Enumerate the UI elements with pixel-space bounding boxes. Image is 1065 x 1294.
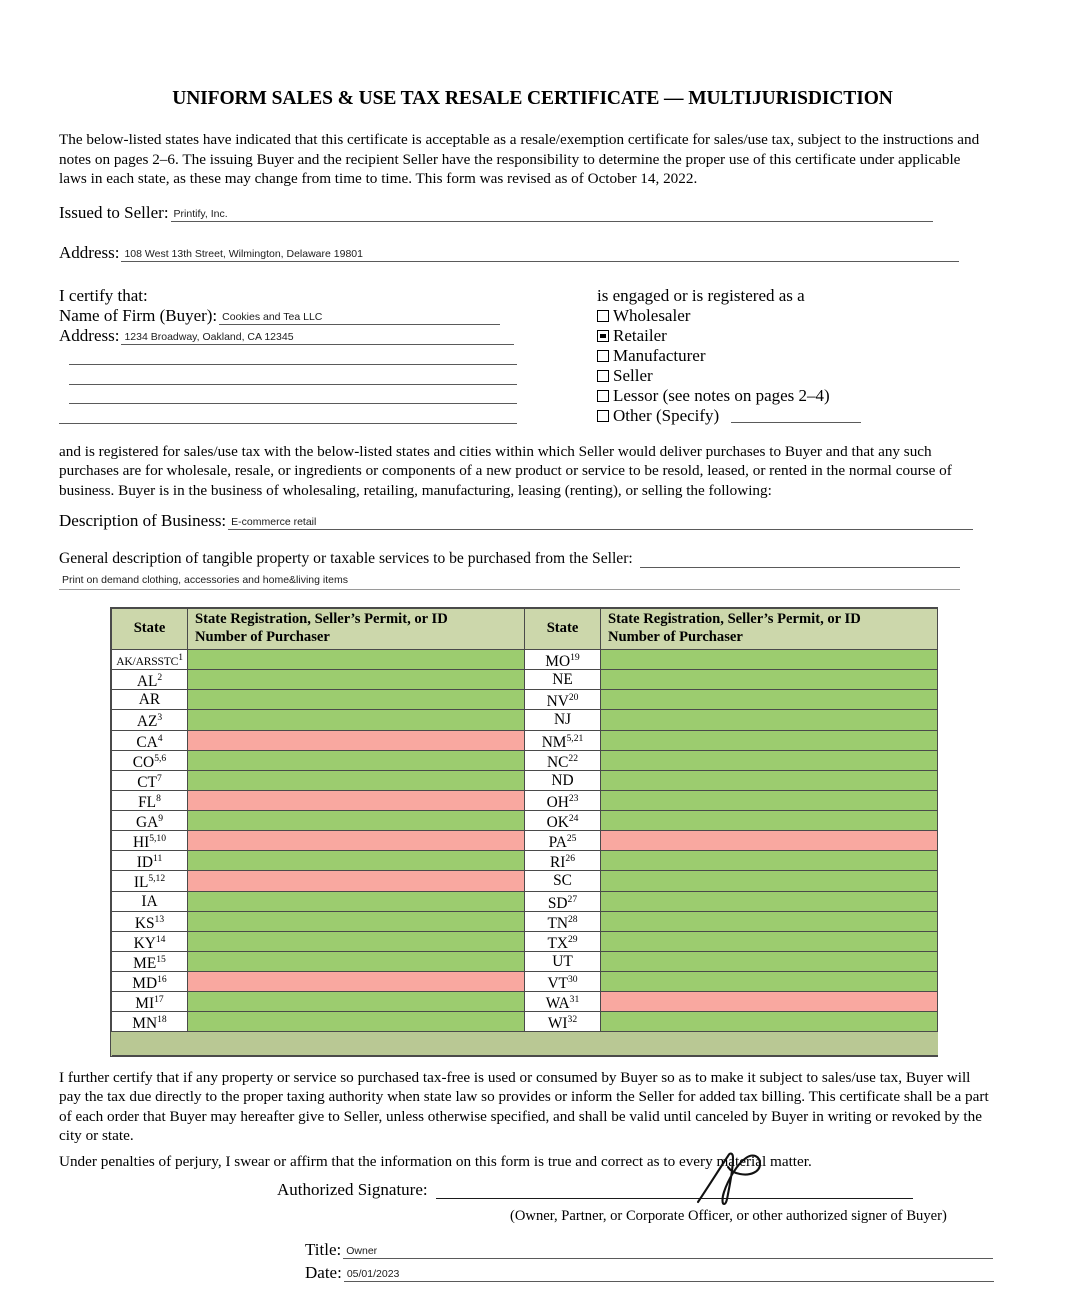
state-abbr-cell: $FL^8$: [112, 790, 188, 810]
state-footnote-ref: 8: [156, 792, 161, 804]
checkbox-manufacturer[interactable]: [597, 350, 609, 362]
issued-to-seller-label: Issued to Seller:: [59, 203, 169, 222]
table-row: [112, 690, 938, 710]
state-abbr-cell: UT: [525, 951, 601, 971]
registration-number-cell[interactable]: [188, 811, 525, 831]
state-abbr-cell: NJ: [525, 710, 601, 730]
body-paragraph-3: I further certify that if any property or service so purchased tax-free is used or consumed by Buyer so as to make it subject to sales/use tax, Buyer will pay the tax due directly to the proper taxing authority when state law so provides or inform the Seller for added tax billing. This certificate shall be a part of each order that Buyer may hereafter give to Seller, unless otherwise specified, and shall be valid until canceled by Buyer in writing or revoked by the city or state.: [59, 1069, 989, 1144]
state-footnote-ref: 5,21: [566, 732, 584, 744]
table-row: [112, 992, 938, 1012]
state-footnote-ref: 16: [157, 974, 167, 985]
description-of-business-row: [59, 511, 964, 530]
state-abbr-cell: AK/ARSSTC$^1$: [112, 650, 188, 670]
registration-number-cell[interactable]: [601, 650, 938, 670]
table-row: [112, 650, 938, 670]
state-abbr-cell: NE: [525, 670, 601, 690]
state-registration-table: [110, 607, 938, 1057]
state-abbr-cell: IL$^{5,12}$: [112, 871, 188, 891]
registration-number-cell[interactable]: [188, 891, 525, 911]
state-abbr-cell: CO$^{5,6}$: [112, 750, 188, 770]
buyer-firm-input[interactable]: [219, 306, 500, 325]
state-abbr-cell: NC$^{22}$: [525, 750, 601, 770]
state-footnote-ref: 30: [567, 974, 578, 985]
checkbox-retailer[interactable]: [597, 330, 609, 342]
registration-number-cell[interactable]: [188, 670, 525, 690]
table-row: [112, 1012, 938, 1032]
table-row: [112, 951, 938, 971]
column-header-id-right-line1: State Registration, Seller’s Permit, or ID: [608, 611, 861, 627]
description-of-business-input[interactable]: [228, 511, 973, 530]
registered-as-group: [597, 286, 861, 426]
state-footnote-ref: 19: [570, 652, 580, 663]
registration-number-cell[interactable]: [601, 770, 938, 790]
authorized-signature-input[interactable]: [436, 1180, 913, 1199]
checkbox-wholesaler[interactable]: [597, 310, 609, 322]
table-header-row: [112, 609, 938, 650]
registered-as-heading: is engaged or is registered as a: [597, 286, 805, 305]
state-abbr-cell: PA$^{25}$: [525, 831, 601, 851]
buyer-firm-label: Name of Firm (Buyer):: [59, 306, 218, 325]
buyer-firm-value: Cookies and Tea LLC: [222, 311, 323, 323]
checkbox-label-wholesaler: Wholesaler: [613, 306, 691, 325]
table-row: [112, 670, 938, 690]
date-row: [305, 1263, 994, 1282]
registration-number-cell[interactable]: [601, 891, 938, 911]
registration-number-cell[interactable]: [188, 871, 525, 891]
description-of-business-label: Description of Business:: [59, 511, 227, 530]
checkbox-label-manufacturer: Manufacturer: [613, 346, 706, 365]
table-row: [112, 750, 938, 770]
state-abbr-cell: ID$^{11}$: [112, 851, 188, 871]
state-abbr-cell: $CT^7$: [112, 770, 188, 790]
registration-number-cell[interactable]: [188, 831, 525, 851]
registration-number-cell[interactable]: [188, 972, 525, 992]
registration-number-cell[interactable]: [188, 750, 525, 770]
state-footnote-ref: 23: [568, 792, 579, 804]
table-row: [112, 911, 938, 931]
state-footnote-ref: 13: [154, 913, 165, 925]
state-abbr-cell: RI$^{26}$: [525, 851, 601, 871]
state-footnote-ref: 20: [568, 692, 579, 704]
date-label: Date:: [305, 1263, 342, 1282]
state-footnote-ref: 4: [157, 732, 163, 744]
state-abbr-cell: TN$^{28}$: [525, 911, 601, 931]
body-paragraph-2: and is registered for sales/use tax with the below-listed states and cities within which Seller would deliver purchases to Buyer and that any such purchases are for wholesale, resale, or ingredients or components of a new product or service to be resold, leased, or rented in the normal course of business. Buyer is in the business of wholesaling, retailing, manufacturing, leasing (renting), or selling the following:: [59, 443, 952, 499]
state-abbr-cell: NV$^{20}$: [525, 690, 601, 710]
state-abbr-cell: $CA^4$: [112, 730, 188, 750]
other-specify-input[interactable]: [731, 409, 861, 423]
checkbox-label-other: Other (Specify): [613, 406, 720, 425]
state-footnote-ref: 28: [567, 913, 578, 925]
table-row: [112, 730, 938, 750]
registration-number-cell[interactable]: [601, 931, 938, 951]
page-title: UNIFORM SALES & USE TAX RESALE CERTIFICATE — MULTIJURISDICTION: [172, 88, 893, 109]
checkbox-row-other[interactable]: [597, 406, 861, 426]
state-footnote-ref: 18: [157, 1014, 167, 1026]
perjury-statement: Under penalties of perjury, I swear or affirm that the information on this form is true and correct as to every material matter.: [59, 1153, 812, 1170]
seller-address-value: 108 West 13th Street, Wilmington, Delaware 19801: [124, 248, 363, 260]
state-footnote-ref: 25: [566, 833, 577, 845]
state-footnote-ref: 24: [568, 813, 579, 824]
registration-number-cell[interactable]: [188, 690, 525, 710]
state-footnote-ref: 31: [569, 994, 580, 1006]
date-input[interactable]: [344, 1263, 994, 1282]
registration-number-cell[interactable]: [188, 790, 525, 810]
state-footnote-ref: 5,6: [154, 752, 167, 764]
checkbox-row-lessor[interactable]: [597, 386, 861, 406]
state-abbr-cell: HI$^{5,10}$: [112, 831, 188, 851]
issued-to-seller-row: [59, 203, 959, 222]
checkbox-lessor[interactable]: [597, 390, 609, 402]
buyer-address-label: Address:: [59, 326, 120, 345]
checkbox-label-seller: Seller: [613, 366, 653, 385]
state-footnote-ref: 14: [155, 933, 166, 945]
column-header-id-right-line2: Number of Purchaser: [608, 628, 743, 645]
registration-number-cell[interactable]: [188, 710, 525, 730]
registration-number-cell[interactable]: [188, 931, 525, 951]
registration-number-cell[interactable]: [188, 1012, 525, 1032]
state-abbr-cell: ND: [525, 770, 601, 790]
table-row: [112, 931, 938, 951]
certify-heading: I certify that:: [59, 286, 148, 305]
checkbox-row-wholesaler[interactable]: [597, 306, 861, 326]
state-abbr-cell: IA: [112, 891, 188, 911]
table-row: [112, 972, 938, 992]
registration-number-cell[interactable]: [188, 911, 525, 931]
registration-number-cell[interactable]: [188, 730, 525, 750]
column-header-id-left-line2: Number of Purchaser: [195, 628, 330, 645]
registration-number-cell[interactable]: [188, 650, 525, 670]
buyer-address-blank-line-2[interactable]: [69, 384, 517, 385]
authorized-signature-row: [277, 1180, 913, 1199]
registration-number-cell[interactable]: [601, 951, 938, 971]
checkbox-row-seller[interactable]: [597, 366, 861, 386]
state-abbr-cell: $AZ^3$: [112, 710, 188, 730]
table-row: [112, 811, 938, 831]
registration-number-cell[interactable]: [601, 790, 938, 810]
registration-number-cell[interactable]: [188, 992, 525, 1012]
state-footnote-ref: 29: [567, 933, 578, 945]
state-abbr-cell: KY$^{14}$: [112, 931, 188, 951]
general-description-underline: [59, 589, 960, 590]
table-row: [112, 851, 938, 871]
date-value: 05/01/2023: [346, 1268, 400, 1280]
state-footnote-ref: 11: [153, 853, 163, 865]
registration-number-cell[interactable]: [188, 951, 525, 971]
seller-address-row: [59, 243, 959, 262]
column-header-id-left: [188, 609, 525, 650]
table-row: [112, 790, 938, 810]
registration-number-cell[interactable]: [601, 972, 938, 992]
state-footnote-ref: 7: [156, 772, 162, 784]
state-abbr-cell: ME$^{15}$: [112, 951, 188, 971]
buyer-address-blank-line-3[interactable]: [69, 403, 517, 404]
state-footnote-ref: 26: [565, 853, 575, 865]
state-abbr-cell: MD$^{16}$: [112, 972, 188, 992]
registration-number-cell[interactable]: [601, 1012, 938, 1032]
registration-number-cell[interactable]: [601, 831, 938, 851]
column-header-id-right: [601, 609, 938, 650]
state-abbr-cell: OH$^{23}$: [525, 790, 601, 810]
state-abbr-cell: NM$^{5,21}$: [525, 730, 601, 750]
buyer-address-blank-line-4[interactable]: [59, 423, 517, 424]
column-header-id-left-line1: State Registration, Seller’s Permit, or ID: [195, 611, 448, 627]
column-header-state-left: State: [112, 609, 188, 650]
state-footnote-ref: 9: [158, 813, 164, 824]
state-abbr-cell: MO$^{19}$: [525, 650, 601, 670]
buyer-firm-row: [59, 306, 500, 325]
table-footer-row: [112, 1032, 938, 1056]
description-of-business-value: E-commerce retail: [231, 516, 317, 528]
state-abbr-cell: MI$^{17}$: [112, 992, 188, 1012]
state-abbr-cell: AR: [112, 690, 188, 710]
table-row: [112, 831, 938, 851]
state-abbr-cell: OK$^{24}$: [525, 811, 601, 831]
state-footnote-ref: 2: [157, 672, 163, 684]
registration-number-cell[interactable]: [601, 811, 938, 831]
buyer-address-value: 1234 Broadway, Oakland, CA 12345: [124, 331, 294, 343]
issued-to-seller-value: Printify, Inc.: [173, 208, 228, 220]
checkbox-label-lessor: Lessor (see notes on pages 2–4): [613, 386, 830, 405]
registration-number-cell[interactable]: [601, 750, 938, 770]
state-footnote-ref: 3: [157, 712, 163, 724]
title-input[interactable]: [343, 1240, 993, 1259]
seller-address-label: Address:: [59, 243, 120, 262]
registration-number-cell[interactable]: [188, 770, 525, 790]
state-abbr-cell: SD$^{27}$: [525, 891, 601, 911]
checkbox-other[interactable]: [597, 410, 609, 422]
seller-address-input[interactable]: [121, 243, 959, 262]
registration-number-cell[interactable]: [601, 690, 938, 710]
state-abbr-cell: KS$^{13}$: [112, 911, 188, 931]
title-value: Owner: [346, 1245, 378, 1257]
checkbox-row-retailer[interactable]: [597, 326, 861, 346]
registration-number-cell[interactable]: [601, 670, 938, 690]
state-footnote-ref: 32: [567, 1014, 578, 1026]
table-row: [112, 891, 938, 911]
authorized-signature-label: Authorized Signature:: [277, 1180, 428, 1199]
signature-caption: (Owner, Partner, or Corporate Officer, or other authorized signer of Buyer): [510, 1208, 947, 1224]
state-abbr-cell: WA$^{31}$: [525, 992, 601, 1012]
title-row: [305, 1240, 993, 1259]
buyer-address-input[interactable]: [121, 326, 514, 345]
state-footnote-ref: 15: [156, 953, 166, 965]
intro-paragraph: The below-listed states have indicated that this certificate is acceptable as a resale/exemption certificate for sales/use tax, subject to the instructions and notes on pages 2–6. The issuing Buyer and the recipient Seller have the responsibility to determine the proper use of this certificate under applicable laws in each state, as these may change from time to time. This form was revised as of October 14, 2022.: [59, 131, 980, 188]
state-footnote-ref: 5,10: [149, 833, 167, 845]
state-footnote-ref: 22: [568, 752, 578, 764]
title-label: Title:: [305, 1240, 342, 1259]
checkbox-seller[interactable]: [597, 370, 609, 382]
table-row: [112, 770, 938, 790]
buyer-address-row: [59, 326, 514, 345]
registration-number-cell[interactable]: [601, 992, 938, 1012]
state-abbr-cell: MN$^{18}$: [112, 1012, 188, 1032]
state-abbr-cell: $AL^2$: [112, 670, 188, 690]
state-abbr-cell: TX$^{29}$: [525, 931, 601, 951]
registration-number-cell[interactable]: [601, 871, 938, 891]
state-footnote-ref: 5,12: [148, 873, 166, 885]
state-abbr-cell: WI$^{32}$: [525, 1012, 601, 1032]
general-description-value: Print on demand clothing, accessories and home&living items: [62, 574, 348, 586]
general-description-label: General description of tangible property or taxable services to be purchased from the Seller:: [59, 550, 633, 567]
column-header-state-right: State: [525, 609, 601, 650]
general-description-input[interactable]: [640, 567, 960, 568]
registration-number-cell[interactable]: [601, 730, 938, 750]
registration-number-cell[interactable]: [601, 851, 938, 871]
registration-number-cell[interactable]: [601, 911, 938, 931]
state-abbr-cell: SC: [525, 871, 601, 891]
buyer-address-blank-line-1[interactable]: [69, 364, 517, 365]
table-row: [112, 710, 938, 730]
state-footnote-ref: 1: [178, 652, 183, 664]
registration-number-cell[interactable]: [188, 851, 525, 871]
issued-to-seller-input[interactable]: [171, 203, 933, 222]
table-row: [112, 871, 938, 891]
state-footnote-ref: 17: [154, 994, 164, 1006]
state-table-body: [112, 650, 938, 1056]
registration-number-cell[interactable]: [601, 710, 938, 730]
state-abbr-cell: VT$^{30}$: [525, 972, 601, 992]
state-abbr-cell: $GA^9$: [112, 811, 188, 831]
table-footer-cell: [112, 1032, 938, 1056]
state-footnote-ref: 27: [567, 893, 578, 905]
checkbox-label-retailer: Retailer: [613, 326, 667, 345]
checkbox-row-manufacturer[interactable]: [597, 346, 861, 366]
